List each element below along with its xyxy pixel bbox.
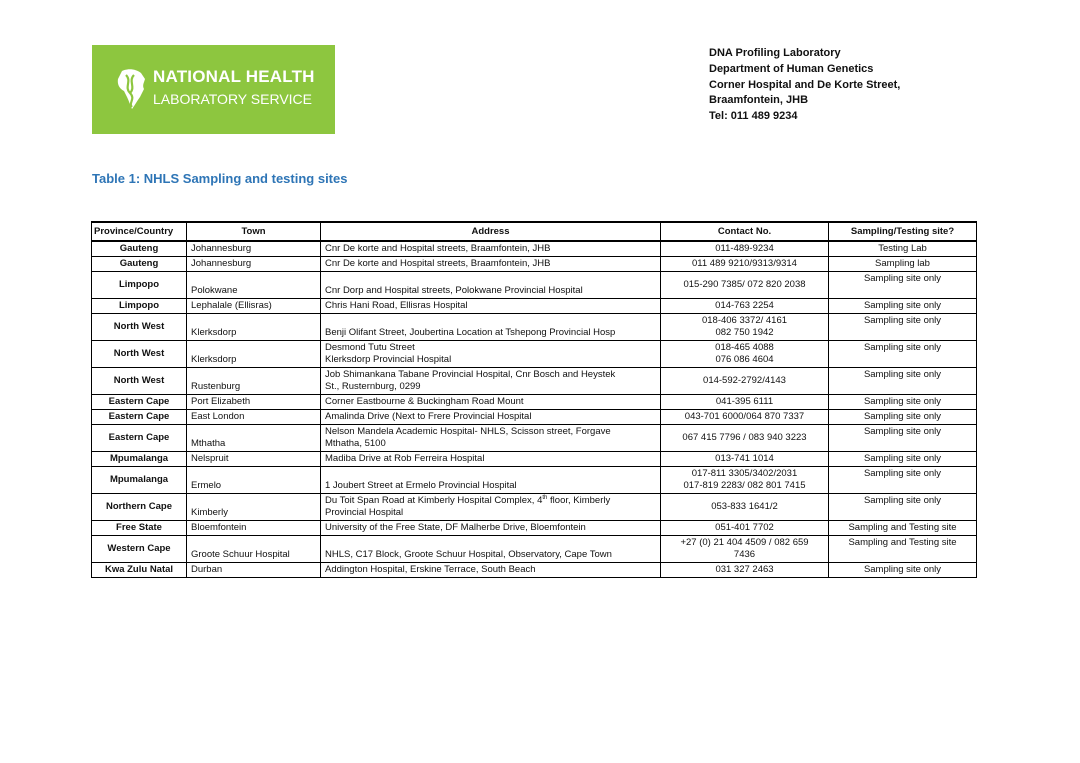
- contact-cell: [661, 425, 829, 452]
- province-cell: Mpumalanga: [92, 452, 187, 467]
- column-header: Town: [187, 222, 321, 241]
- africa-dna-icon: [114, 67, 148, 111]
- table-row: [92, 368, 977, 395]
- address-line: [325, 273, 656, 285]
- address-line: Nelson Mandela Academic Hospital- NHLS, Scisson street, Forgave: [325, 426, 611, 437]
- contact-cell: [661, 341, 829, 368]
- province-cell: Eastern Cape: [92, 395, 187, 410]
- town-cell: Groote Schuur Hospital: [187, 536, 321, 563]
- address-cell: [321, 314, 661, 341]
- table-row: [92, 314, 977, 341]
- contact-line: 015-290 7385/ 072 820 2038: [683, 279, 806, 290]
- town-cell: Kimberly: [187, 494, 321, 521]
- contact-cell: [661, 299, 829, 314]
- address-line: Desmond Tutu Street: [325, 342, 415, 353]
- column-header: Address: [321, 222, 661, 241]
- province-cell: Gauteng: [92, 257, 187, 272]
- town-cell: Lephalale (Ellisras): [187, 299, 321, 314]
- contact-line: 011-489-9234: [715, 243, 774, 254]
- province-cell: Limpopo: [92, 299, 187, 314]
- site-cell: Sampling site only: [829, 494, 977, 521]
- table-row: [92, 494, 977, 521]
- lab-address-block: [709, 46, 900, 125]
- town-cell: Johannesburg: [187, 257, 321, 272]
- table-row: [92, 521, 977, 536]
- table-header-row: [92, 222, 977, 241]
- province-cell: Kwa Zulu Natal: [92, 563, 187, 578]
- address-line: Klerksdorp Provincial Hospital: [325, 354, 452, 365]
- town-cell: Bloemfontein: [187, 521, 321, 536]
- contact-line: 011 489 9210/9313/9314: [692, 258, 797, 269]
- address-line: Cnr De korte and Hospital streets, Braamfontein, JHB: [325, 243, 551, 254]
- site-cell: Sampling site only: [829, 425, 977, 452]
- contact-line: 017-819 2283/ 082 801 7415: [683, 480, 806, 491]
- address-line: [325, 537, 656, 549]
- contact-line: 053-833 1641/2: [711, 501, 778, 512]
- address-line: Braamfontein, JHB: [709, 94, 809, 107]
- address-cell: [321, 241, 661, 257]
- site-cell: Sampling site only: [829, 563, 977, 578]
- site-cell: Sampling site only: [829, 314, 977, 341]
- contact-line: 067 415 7796 / 083 940 3223: [682, 432, 807, 443]
- address-line: Provincial Hospital: [325, 507, 404, 518]
- contact-cell: [661, 452, 829, 467]
- address-phone: Tel: 011 489 9234: [709, 110, 798, 123]
- province-cell: Free State: [92, 521, 187, 536]
- contact-cell: [661, 368, 829, 395]
- table-row: [92, 563, 977, 578]
- contact-cell: [661, 563, 829, 578]
- province-cell: Western Cape: [92, 536, 187, 563]
- site-cell: Sampling and Testing site: [829, 536, 977, 563]
- table-row: [92, 395, 977, 410]
- town-cell: Port Elizabeth: [187, 395, 321, 410]
- town-cell: Polokwane: [187, 272, 321, 299]
- column-header: Province/Country: [92, 222, 187, 241]
- contact-cell: [661, 241, 829, 257]
- province-cell: Gauteng: [92, 241, 187, 257]
- table-title: Table 1: NHLS Sampling and testing sites: [92, 171, 348, 186]
- table-row: [92, 467, 977, 494]
- site-cell: Sampling site only: [829, 395, 977, 410]
- column-header: Contact No.: [661, 222, 829, 241]
- contact-line: 013-741 1014: [715, 453, 774, 464]
- contact-line: 017-811 3305/3402/2031: [691, 468, 798, 479]
- address-line: Corner Hospital and De Korte Street,: [709, 78, 901, 91]
- address-cell: [321, 395, 661, 410]
- address-cell: [321, 521, 661, 536]
- address-cell: [321, 272, 661, 299]
- address-line: DNA Profiling Laboratory: [709, 47, 841, 59]
- address-cell: [321, 410, 661, 425]
- province-cell: North West: [92, 368, 187, 395]
- address-cell: [321, 467, 661, 494]
- province-cell: North West: [92, 341, 187, 368]
- contact-line: 076 086 4604: [715, 354, 774, 365]
- site-cell: Sampling site only: [829, 299, 977, 314]
- address-line: Addington Hospital, Erskine Terrace, South Beach: [325, 564, 536, 575]
- town-cell: Mthatha: [187, 425, 321, 452]
- address-line: Amalinda Drive (Next to Frere Provincial Hospital: [325, 411, 532, 422]
- province-cell: Limpopo: [92, 272, 187, 299]
- contact-cell: [661, 395, 829, 410]
- table-row: [92, 241, 977, 257]
- address-line: St., Rusternburg, 0299: [325, 381, 421, 392]
- site-cell: Sampling site only: [829, 467, 977, 494]
- column-header: Sampling/Testing site?: [829, 222, 977, 241]
- town-cell: East London: [187, 410, 321, 425]
- address-line: Job Shimankana Tabane Provincial Hospital, Cnr Bosch and Heystek: [325, 369, 616, 380]
- site-cell: Testing Lab: [829, 241, 977, 257]
- address-line: Madiba Drive at Rob Ferreira Hospital: [325, 453, 485, 464]
- address-cell: [321, 341, 661, 368]
- address-line: Mthatha, 5100: [325, 438, 386, 449]
- contact-line: 014-763 2254: [715, 300, 774, 311]
- contact-cell: [661, 536, 829, 563]
- address-cell: [321, 536, 661, 563]
- address-line: 1 Joubert Street at Ermelo Provincial Hospital: [325, 480, 517, 491]
- address-line: Chris Hani Road, Ellisras Hospital: [325, 300, 468, 311]
- table-row: [92, 536, 977, 563]
- contact-cell: [661, 410, 829, 425]
- town-cell: Ermelo: [187, 467, 321, 494]
- contact-cell: [661, 257, 829, 272]
- site-cell: Sampling site only: [829, 368, 977, 395]
- address-cell: [321, 494, 661, 521]
- address-cell: [321, 563, 661, 578]
- address-line: Cnr De korte and Hospital streets, Braamfontein, JHB: [325, 258, 551, 269]
- address-cell: [321, 299, 661, 314]
- nhls-logo: [92, 45, 335, 134]
- contact-cell: [661, 272, 829, 299]
- address-line: NHLS, C17 Block, Groote Schuur Hospital, Observatory, Cape Town: [325, 549, 612, 560]
- table-row: [92, 341, 977, 368]
- contact-line: 041-395 6111: [715, 396, 774, 407]
- address-line: Corner Eastbourne & Buckingham Road Mount: [325, 396, 524, 407]
- site-cell: Sampling site only: [829, 272, 977, 299]
- province-cell: Eastern Cape: [92, 410, 187, 425]
- table-row: [92, 425, 977, 452]
- address-line: Benji Olifant Street, Joubertina Location at Tshepong Provincial Hosp: [325, 327, 616, 338]
- town-cell: Durban: [187, 563, 321, 578]
- address-cell: [321, 368, 661, 395]
- province-cell: Mpumalanga: [92, 467, 187, 494]
- address-cell: [321, 452, 661, 467]
- address-line: Du Toit Span Road at Kimberly Hospital Complex, 4th floor, Kimberly: [325, 494, 611, 506]
- contact-cell: [661, 521, 829, 536]
- contact-line: 082 750 1942: [715, 327, 774, 338]
- table-row: [92, 257, 977, 272]
- logo-line-2: LABORATORY SERVICE: [153, 91, 312, 107]
- town-cell: Rustenburg: [187, 368, 321, 395]
- contact-line: 043-701 6000/064 870 7337: [684, 411, 805, 422]
- contact-line: 031 327 2463: [715, 564, 774, 575]
- town-cell: Klerksdorp: [187, 314, 321, 341]
- site-cell: Sampling and Testing site: [829, 521, 977, 536]
- town-cell: Klerksdorp: [187, 341, 321, 368]
- contact-line: 014-592-2792/4143: [703, 375, 786, 386]
- province-cell: Northern Cape: [92, 494, 187, 521]
- address-line: [325, 468, 656, 480]
- province-cell: Eastern Cape: [92, 425, 187, 452]
- contact-line: 7436: [733, 549, 756, 560]
- address-line: University of the Free State, DF Malherbe Drive, Bloemfontein: [325, 522, 586, 533]
- table-row: [92, 299, 977, 314]
- contact-line: +27 (0) 21 404 4509 / 082 659: [680, 537, 809, 548]
- contact-cell: [661, 467, 829, 494]
- town-cell: Johannesburg: [187, 241, 321, 257]
- site-cell: Sampling lab: [829, 257, 977, 272]
- site-cell: Sampling site only: [829, 341, 977, 368]
- site-cell: Sampling site only: [829, 452, 977, 467]
- table-row: [92, 452, 977, 467]
- address-cell: [321, 257, 661, 272]
- town-cell: Nelspruit: [187, 452, 321, 467]
- address-line: [325, 315, 656, 327]
- logo-line-1: NATIONAL HEALTH: [153, 67, 315, 86]
- sites-table: [91, 221, 977, 578]
- province-cell: North West: [92, 314, 187, 341]
- site-cell: Sampling site only: [829, 410, 977, 425]
- contact-cell: [661, 494, 829, 521]
- contact-line: 018-465 4088: [715, 342, 774, 353]
- contact-cell: [661, 314, 829, 341]
- table-row: [92, 410, 977, 425]
- contact-line: 018-406 3372/ 4161: [701, 315, 788, 326]
- address-cell: [321, 425, 661, 452]
- address-line: Department of Human Genetics: [709, 62, 874, 75]
- address-line: Cnr Dorp and Hospital streets, Polokwane Provincial Hospital: [325, 285, 583, 296]
- table-row: [92, 272, 977, 299]
- contact-line: 051-401 7702: [715, 522, 774, 533]
